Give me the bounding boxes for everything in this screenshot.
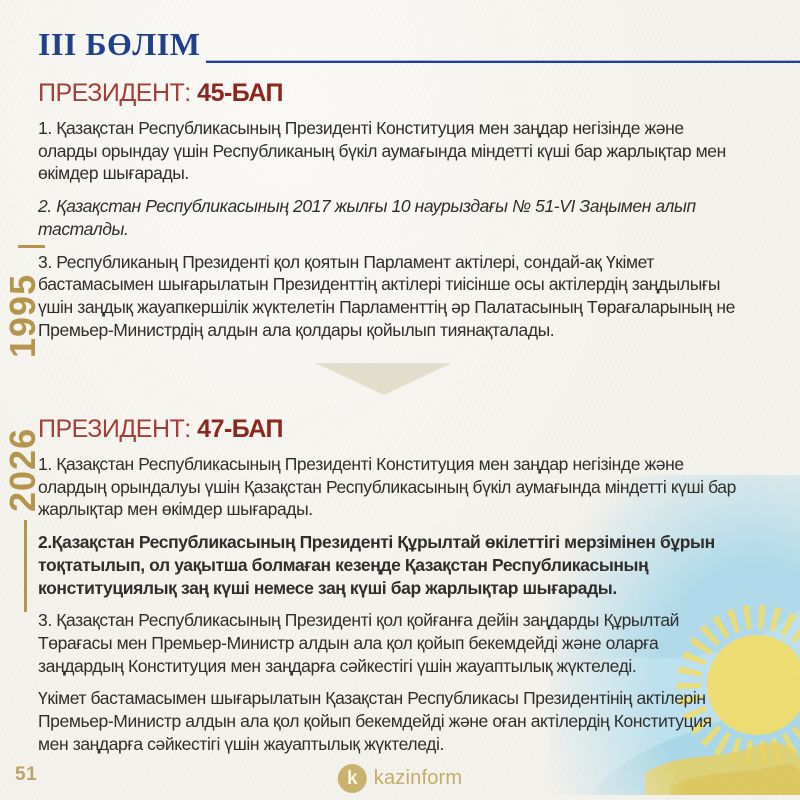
article-45-heading-number: 45-БАП (197, 79, 284, 107)
title-rule (206, 60, 800, 63)
kazinform-logo-text: kazinform (373, 767, 463, 789)
page-title: III БӨЛІМ (38, 26, 201, 62)
article-47-paragraph-1: 1. Қазақстан Республикасының Президенті Конституция мен заңдар негізінде және олардың орындалуы үшін Қазақстан Республикасының бүкіл аумағында міндетті күші бар жарлықтар мен өкімдер шығарады. (38, 454, 736, 520)
article-47-heading-number: 47-БАП (197, 415, 284, 443)
chevron-down-icon (315, 363, 452, 395)
article-45-paragraph-3: 3. Республиканың Президенті қол қоятын Парламент актілері, сондай-ақ Үкімет бастамасымен шығарылатын Президенттің актілері тиісінше осы актілердің заңдылығы үшін заңдық жауапкершілік жүктелетін Парламенттің әр Палатасының Төрағаларының не Премьер-Министрдің алдын ала қолдары қойылып тиянақталады. (38, 251, 736, 340)
article-47-paragraph-2: 2.Қазақстан Республикасының Президенті Құрылтай өкілеттігі мерзімінен бұрын тоқтатылып, ол уақытша болмаған кезеңде Қазақстан Республикасының конституциялық заң күші немесе заң күші бар жарлықтар шығарады. (38, 532, 715, 598)
kazinform-logo (338, 764, 463, 793)
article-45-section (38, 80, 744, 351)
article-47-paragraph-4: Үкімет бастамасымен шығарылатын Қазақстан Республикасы Президентінің актілерін Премьер-Министр алдын ала қол қойып бекемдейді және оған актілердің Конституция мен заңдарға сәйкестігі үшін жауаптылық жүктеледі. (38, 688, 712, 754)
page-number: 51 (15, 764, 38, 785)
timeline-line-2026 (24, 520, 27, 612)
kazinform-logo-icon (338, 764, 367, 793)
article-47-heading-label: ПРЕЗИДЕНТ: (38, 415, 191, 443)
year-label-1995: 1995 (2, 273, 43, 358)
article-45-paragraph-1: 1. Қазақстан Республикасының Президенті Конституция мен заңдар негізінде және оларды орындау үшін Республиканың бүкіл аумағында міндетті күші бар жарлықтар мен өкімдер шығарады. (38, 118, 726, 184)
timeline-tick-1995 (18, 245, 45, 248)
article-47-section (38, 416, 744, 765)
year-label-2026: 2026 (2, 427, 43, 512)
article-45-heading (38, 80, 744, 106)
article-45-heading-label: ПРЕЗИДЕНТ: (38, 79, 191, 107)
article-47-paragraph-3: 3. Қазақстан Республикасының Президенті қол қойғанға дейін заңдарды Құрылтай Төрағасы мен Премьер-Министр алдын ала қол қойып бекемдейді және оларға заңдардың Конституция мен заңдарға сәйкестігі үшін жауаптылық жүктеледі. (38, 610, 680, 676)
kazinform-logo-letter: k (346, 768, 358, 789)
article-47-heading (38, 416, 744, 442)
article-45-paragraph-2: 2. Қазақстан Республикасының 2017 жылғы 10 наурыздағы № 51-VI Заңымен алып тасталды. (38, 196, 696, 239)
